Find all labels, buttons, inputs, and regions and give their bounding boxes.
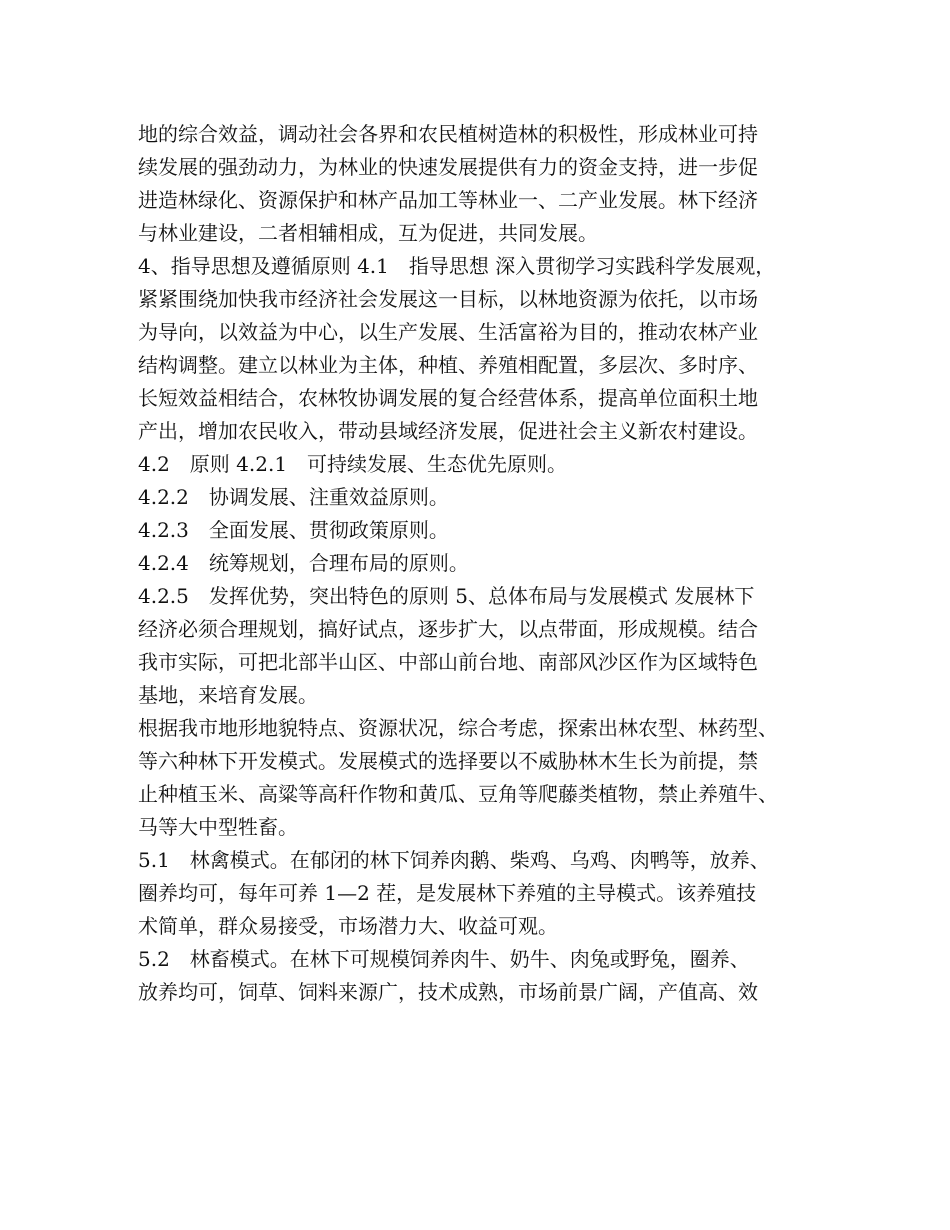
text-line: 术简单，群众易接受，市场潜力大、收益可观。 [138,914,558,938]
text-line: 基地，来培育发展。 [138,683,318,707]
text-line: 经济必须合理规划，搞好试点，逐步扩大，以点带面，形成规模。结合 [138,617,758,641]
text-line: 长短效益相结合，农林牧协调发展的复合经营体系，提高单位面积土地 [138,386,758,410]
text-line: 进造林绿化、资源保护和林产品加工等林业一、二产业发展。林下经济 [138,188,758,212]
text-line: 4.2.5 发挥优势，突出特色的原则 5、总体布局与发展模式 发展林下 [138,584,755,608]
text-line: 4.2.4 统筹规划，合理布局的原则。 [138,551,469,575]
text-line: 产出，增加农民收入，带动县域经济发展，促进社会主义新农村建设。 [138,419,758,443]
text-line: 圈养均可，每年可养 1—2 茬，是发展林下养殖的主导模式。该养殖技 [138,881,757,905]
text-line: 5.2 林畜模式。在林下可规模饲养肉牛、奶牛、肉兔或野兔，圈养、 [138,947,750,971]
document-body [138,118,828,1009]
text-line: 止种植玉米、高粱等高秆作物和黄瓜、豆角等爬藤类植物，禁止养殖牛、 [138,782,778,806]
text-line: 4、指导思想及遵循原则 4.1 指导思想 深入贯彻学习实践科学发展观， [138,254,776,278]
text-line: 5.1 林禽模式。在郁闭的林下饲养肉鹅、柴鸡、乌鸡、肉鸭等，放养、 [138,848,770,872]
text-line: 放养均可，饲草、饲料来源广，技术成熟，市场前景广阔，产值高、效 [138,980,758,1004]
text-line: 马等大中型牲畜。 [138,815,298,839]
text-line: 4.2.2 协调发展、注重效益原则。 [138,485,449,509]
text-line: 根据我市地形地貌特点、资源状况，综合考虑，探索出林农型、林药型、 [138,716,778,740]
text-line: 4.2.3 全面发展、贯彻政策原则。 [138,518,449,542]
text-line: 等六种林下开发模式。发展模式的选择要以不威胁林木生长为前提，禁 [138,749,758,773]
text-line: 地的综合效益，调动社会各界和农民植树造林的积极性，形成林业可持 [138,122,758,146]
text-line: 与林业建设，二者相辅相成，互为促进，共同发展。 [138,221,598,245]
text-line: 续发展的强劲动力，为林业的快速发展提供有力的资金支持，进一步促 [138,155,758,179]
text-line: 为导向，以效益为中心，以生产发展、生活富裕为目的，推动农林产业 [138,320,758,344]
text-line: 我市实际，可把北部半山区、中部山前台地、南部风沙区作为区域特色 [138,650,758,674]
text-line: 4.2 原则 4.2.1 可持续发展、生态优先原则。 [138,452,568,476]
text-line: 结构调整。建立以林业为主体，种植、养殖相配置，多层次、多时序、 [138,353,758,377]
text-line: 紧紧围绕加快我市经济社会发展这一目标，以林地资源为依托，以市场 [138,287,758,311]
